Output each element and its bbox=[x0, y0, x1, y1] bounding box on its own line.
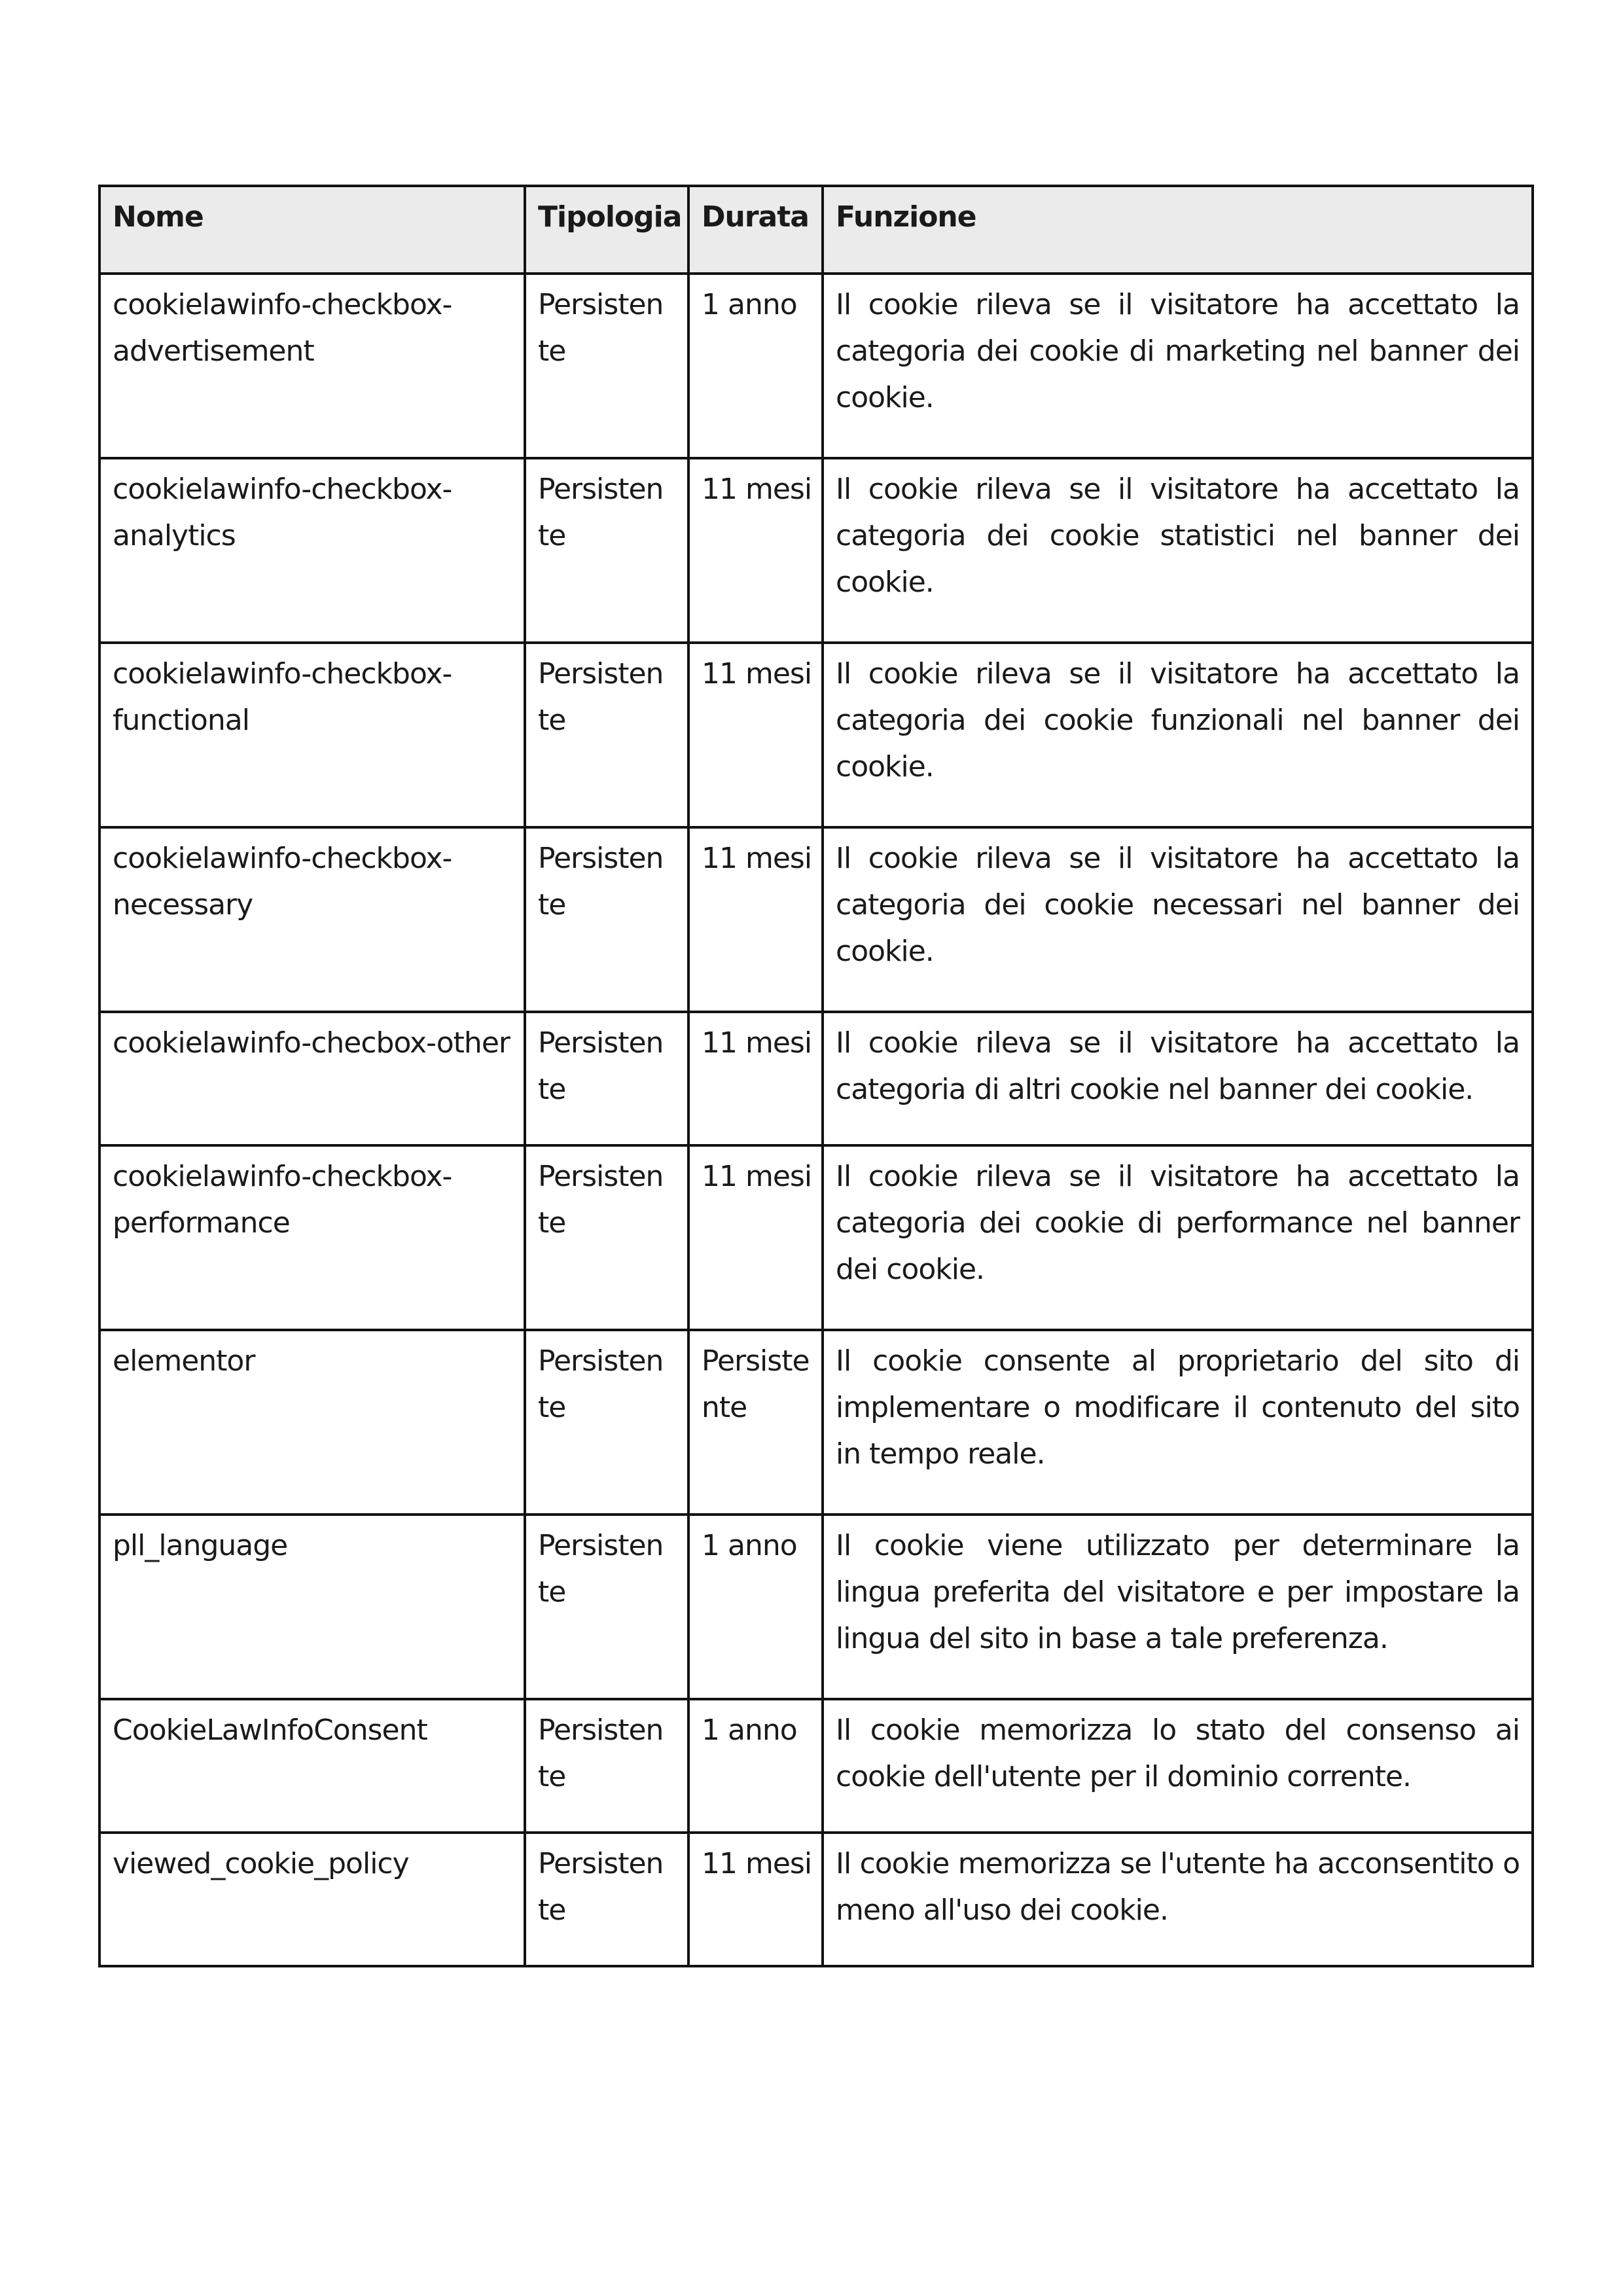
cookie-type-cell-line: Persisten bbox=[538, 1713, 664, 1747]
cookie-name-cell bbox=[99, 643, 525, 827]
cookie-duration-cell-line: nte bbox=[702, 1391, 747, 1424]
cookie-duration-cell bbox=[688, 643, 823, 827]
cookie-type-cell-line: te bbox=[538, 1073, 566, 1106]
cookie-duration-cell-line: 11 mesi bbox=[702, 1026, 812, 1060]
table-row bbox=[99, 1012, 1533, 1145]
cookie-function-cell: Il cookie rileva se il visitatore ha accettato la categoria dei cookie di marketing nel banner dei cookie. bbox=[823, 274, 1533, 458]
cookie-name-cell-line: pll_language bbox=[113, 1529, 288, 1562]
header-name: Nome bbox=[99, 186, 525, 274]
cookie-name-cell bbox=[99, 458, 525, 643]
cookie-type-cell bbox=[525, 827, 688, 1012]
cookie-function-cell: Il cookie rileva se il visitatore ha accettato la categoria dei cookie necessari nel banner dei cookie. bbox=[823, 827, 1533, 1012]
cookie-type-cell-line: Persisten bbox=[538, 842, 664, 875]
table-header-row bbox=[99, 186, 1533, 274]
cookie-name-cell bbox=[99, 1330, 525, 1515]
cookie-duration-cell bbox=[688, 1833, 823, 1966]
cookie-type-cell bbox=[525, 1012, 688, 1145]
cookie-type-cell-line: Persisten bbox=[538, 1847, 664, 1880]
cookie-type-cell-line: te bbox=[538, 334, 566, 368]
table-row bbox=[99, 1145, 1533, 1330]
cookie-type-cell-line: te bbox=[538, 888, 566, 922]
table-row bbox=[99, 1330, 1533, 1515]
cookie-duration-cell bbox=[688, 1515, 823, 1699]
cookie-type-cell bbox=[525, 458, 688, 643]
cookie-name-cell-line: cookielawinfo-checkbox- bbox=[113, 288, 452, 321]
cookie-name-cell-line: cookielawinfo-checkbox- bbox=[113, 842, 452, 875]
cookie-type-cell bbox=[525, 1515, 688, 1699]
cookie-name-cell-line: cookielawinfo-checkbox- bbox=[113, 657, 452, 691]
cookie-type-cell-line: te bbox=[538, 1893, 566, 1927]
cookie-name-cell-line: cookielawinfo-checkbox- bbox=[113, 473, 452, 506]
cookie-type-cell-line: Persisten bbox=[538, 1160, 664, 1193]
cookie-name-cell bbox=[99, 827, 525, 1012]
cookie-type-cell-line: te bbox=[538, 1760, 566, 1793]
cookie-duration-cell-line: 1 anno bbox=[702, 1713, 797, 1747]
cookie-type-cell-line: te bbox=[538, 1206, 566, 1240]
table-body bbox=[99, 274, 1533, 1966]
cookie-duration-cell-line: 11 mesi bbox=[702, 1160, 812, 1193]
cookie-function-cell: Il cookie rileva se il visitatore ha accettato la categoria dei cookie funzionali nel banner dei cookie. bbox=[823, 643, 1533, 827]
cookie-type-cell bbox=[525, 1699, 688, 1833]
table-row bbox=[99, 827, 1533, 1012]
cookie-type-cell-line: Persisten bbox=[538, 1529, 664, 1562]
cookie-type-cell-line: te bbox=[538, 519, 566, 552]
cookie-type-cell-line: Persisten bbox=[538, 473, 664, 506]
cookie-type-cell-line: Persisten bbox=[538, 657, 664, 691]
cookie-name-cell-line: functional bbox=[113, 704, 249, 737]
cookie-name-cell-line: necessary bbox=[113, 888, 253, 922]
cookie-duration-cell bbox=[688, 1330, 823, 1515]
table-row bbox=[99, 458, 1533, 643]
cookie-duration-cell-line: 1 anno bbox=[702, 1529, 797, 1562]
cookie-function-cell: Il cookie memorizza se l'utente ha acconsentito o meno all'uso dei cookie. bbox=[823, 1833, 1533, 1966]
table-row bbox=[99, 274, 1533, 458]
cookie-type-cell-line: te bbox=[538, 1391, 566, 1424]
cookie-name-cell bbox=[99, 1145, 525, 1330]
cookie-duration-cell bbox=[688, 458, 823, 643]
cookie-type-cell bbox=[525, 274, 688, 458]
cookie-name-cell bbox=[99, 1699, 525, 1833]
cookie-function-cell: Il cookie memorizza lo stato del consenso ai cookie dell'utente per il dominio corrente. bbox=[823, 1699, 1533, 1833]
cookie-type-cell bbox=[525, 1833, 688, 1966]
cookie-type-cell bbox=[525, 1330, 688, 1515]
cookie-name-cell bbox=[99, 1012, 525, 1145]
table-row bbox=[99, 1515, 1533, 1699]
table-row bbox=[99, 1833, 1533, 1966]
cookie-duration-cell-line: 11 mesi bbox=[702, 473, 812, 506]
cookie-type-cell-line: te bbox=[538, 704, 566, 737]
cookie-name-cell-line: advertisement bbox=[113, 334, 314, 368]
table-row bbox=[99, 1699, 1533, 1833]
cookie-type-cell-line: Persisten bbox=[538, 1026, 664, 1060]
cookie-duration-cell bbox=[688, 827, 823, 1012]
cookie-name-cell-line: performance bbox=[113, 1206, 290, 1240]
cookie-duration-cell-line: 11 mesi bbox=[702, 657, 812, 691]
cookie-function-cell: Il cookie rileva se il visitatore ha accettato la categoria dei cookie di performance nel banner dei cookie. bbox=[823, 1145, 1533, 1330]
cookie-duration-cell-line: 1 anno bbox=[702, 288, 797, 321]
cookie-name-cell bbox=[99, 1833, 525, 1966]
cookie-duration-cell bbox=[688, 1145, 823, 1330]
cookie-duration-cell-line: Persiste bbox=[702, 1344, 810, 1378]
cookie-duration-cell bbox=[688, 274, 823, 458]
cookie-table bbox=[98, 185, 1534, 1967]
cookie-name-cell-line: cookielawinfo-checkbox- bbox=[113, 1160, 452, 1193]
cookie-duration-cell bbox=[688, 1699, 823, 1833]
cookie-duration-cell-line: 11 mesi bbox=[702, 842, 812, 875]
cookie-name-cell-line: viewed_cookie_policy bbox=[113, 1847, 409, 1880]
header-duration: Durata bbox=[688, 186, 823, 274]
cookie-function-cell: Il cookie consente al proprietario del sito di implementare o modificare il contenuto del sito in tempo reale. bbox=[823, 1330, 1533, 1515]
cookie-name-cell-line: cookielawinfo-checbox-other bbox=[113, 1026, 510, 1060]
cookie-type-cell-line: te bbox=[538, 1575, 566, 1609]
cookie-function-cell: Il cookie viene utilizzato per determinare la lingua preferita del visitatore e per impostare la lingua del sito in base a tale preferenza. bbox=[823, 1515, 1533, 1699]
cookie-type-cell-line: Persisten bbox=[538, 288, 664, 321]
cookie-name-cell-line: CookieLawInfoConsent bbox=[113, 1713, 427, 1747]
cookie-name-cell bbox=[99, 274, 525, 458]
cookie-name-cell-line: elementor bbox=[113, 1344, 255, 1378]
cookie-name-cell-line: analytics bbox=[113, 519, 236, 552]
header-type: Tipologia bbox=[525, 186, 688, 274]
cookie-name-cell bbox=[99, 1515, 525, 1699]
cookie-function-cell: Il cookie rileva se il visitatore ha accettato la categoria dei cookie statistici nel banner dei cookie. bbox=[823, 458, 1533, 643]
header-function: Funzione bbox=[823, 186, 1533, 274]
cookie-type-cell-line: Persisten bbox=[538, 1344, 664, 1378]
table-row bbox=[99, 643, 1533, 827]
cookie-duration-cell bbox=[688, 1012, 823, 1145]
cookie-function-cell: Il cookie rileva se il visitatore ha accettato la categoria di altri cookie nel banner dei cookie. bbox=[823, 1012, 1533, 1145]
cookie-duration-cell-line: 11 mesi bbox=[702, 1847, 812, 1880]
cookie-type-cell bbox=[525, 1145, 688, 1330]
cookie-type-cell bbox=[525, 643, 688, 827]
